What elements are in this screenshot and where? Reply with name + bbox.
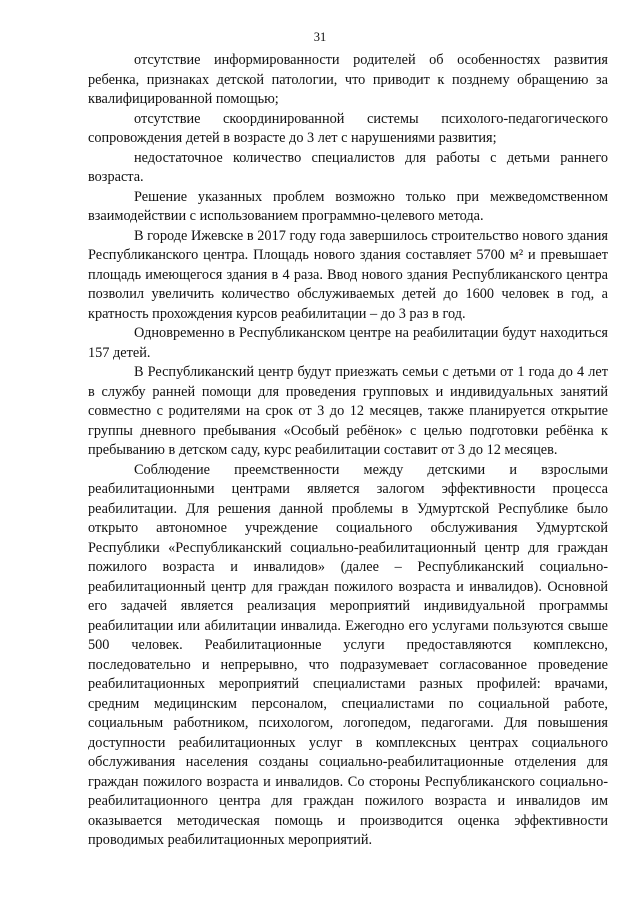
paragraph-solution: Решение указанных проблем возможно только при межведомственном взаимодействии с использованием программно-целевого метода. — [88, 188, 608, 224]
paragraph-children-count: Одновременно в Республиканском центре на реабилитации будут находиться 157 детей. — [88, 325, 608, 361]
document-body — [88, 51, 608, 851]
paragraph-new-building: В городе Ижевске в 2017 году года завершилось строительство нового здания Республиканского центра. Площадь нового здания составляет 5700 м² и превышает площадь имеющегося здания в 4 раза. Ввод нового здания Республиканского центра позволил увеличить количество обслуживаемых детей до 1600 человек в год, а кратность прохождения курсов реабилитации – до 3 раз в год. — [88, 227, 608, 322]
paragraph-lack-of-coordination: отсутствие скоординированной системы психолого-педагогического сопровождения детей в возрасте до 3 лет с нарушениями развития; — [88, 110, 608, 146]
paragraph-continuity: Соблюдение преемственности между детскими и взрослыми реабилитационными центрами является залогом эффективности процесса реабилитации. Для решения данной проблемы в Удмуртской Республике было открыто автономное учреждение социального обслуживания Удмуртской Республики «Республиканский социально-реабилитационный центр для граждан пожилого возраста и инвалидов» (далее – Республиканский социально-реабилитационный центр для граждан пожилого возраста и инвалидов). Основной его задачей является реализация мероприятий индивидуальной программы реабилитации или абилитации инвалида. Ежегодно его услугами пользуются свыше 500 человек. Реабилитационные услуги предоставляются комплексно, последовательно и непрерывно, что подразумевает согласованное проведение реабилитационных мероприятий специалистами разных профилей: врачами, средним медицинским персоналом, специалистами по социальной работе, социальным работником, психологом, логопедом, педагогами. Для повышения доступности реабилитационных услуг в комплексных центрах социального обслуживания населения созданы социально-реабилитационные отделения для граждан пожилого возраста и инвалидов. Со стороны Республиканского социально-реабилитационного центра для граждан пожилого возраста и инвалидов им оказывается методическая помощь и производится оценка эффективности проводимых реабилитационных мероприятий. — [88, 461, 608, 848]
paragraph-lack-of-awareness: отсутствие информированности родителей об особенностях развития ребенка, признаках детской патологии, что приводит к позднему обращению за квалифицированной помощью; — [88, 52, 608, 107]
page-number: 31 — [313, 30, 327, 44]
paragraph-early-help: В Республиканский центр будут приезжать семьи с детьми от 1 года до 4 лет в службу ранней помощи для проведения групповых и индивидуальных занятий совместно с родителями на срок от 3 до 12 месяцев, также планируется открытие группы дневного пребывания «Особый ребёнок» с целью подготовки ребёнка к пребыванию в детском саду, курс реабилитации составит от 3 до 12 месяцев. — [88, 364, 608, 458]
paragraph-lack-of-specialists: недостаточное количество специалистов для работы с детьми раннего возраста. — [88, 149, 608, 185]
